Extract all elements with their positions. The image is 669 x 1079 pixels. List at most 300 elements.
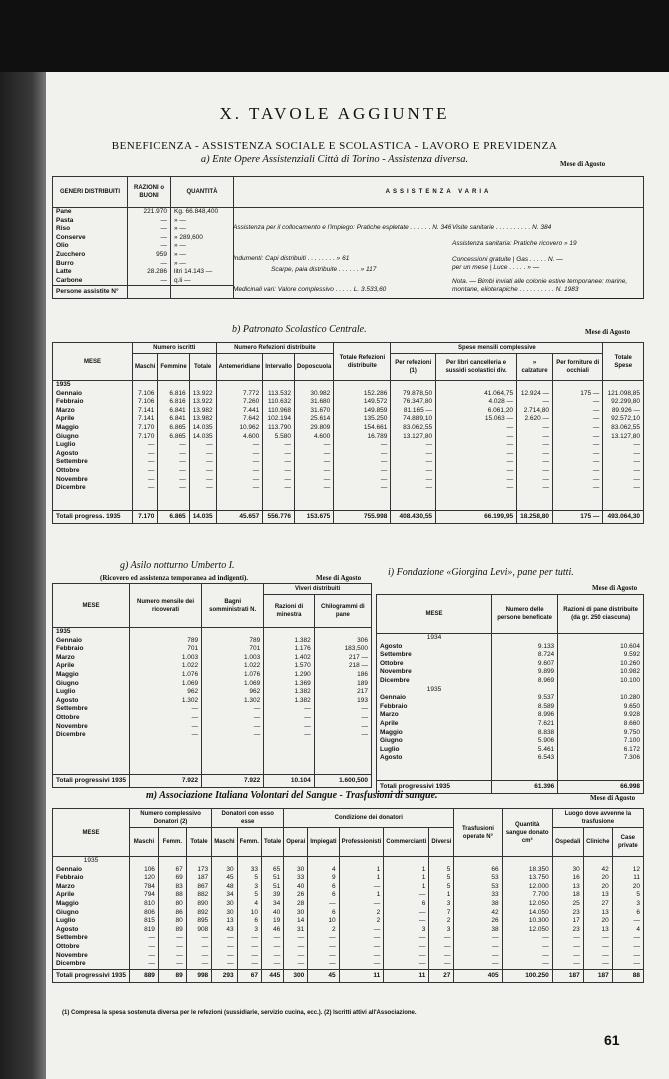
table-cell: —	[261, 960, 283, 969]
table-cell: —	[436, 433, 517, 442]
table-cell	[129, 757, 201, 766]
table-cell: —	[261, 943, 283, 952]
table-cell: 13.127,80	[391, 433, 436, 442]
table-cell: —	[189, 484, 216, 493]
month-note-g: Mese di Agosto	[316, 574, 362, 582]
row-label: Novembre	[53, 952, 130, 961]
table-cell: 40	[284, 883, 308, 892]
table-cell: 89	[158, 926, 186, 935]
table-cell: —	[264, 714, 315, 723]
table-cell: 2	[429, 917, 454, 926]
spacer-row	[53, 757, 372, 766]
table-cell	[429, 857, 454, 866]
table-cell	[517, 381, 553, 390]
table-row	[53, 476, 644, 485]
table-cell: 9.592	[558, 651, 644, 660]
table-cell: —	[314, 714, 371, 723]
col-group-header: Numero complessivo Donatori (2)	[129, 809, 211, 828]
table-cell: —	[517, 476, 553, 485]
table-cell	[264, 740, 315, 749]
table-cell: —	[384, 917, 429, 926]
table-cell: 959	[128, 251, 171, 260]
table-cell: —	[133, 467, 158, 476]
table-cell	[133, 381, 158, 390]
table-cell	[314, 740, 371, 749]
table-cell: —	[603, 484, 644, 493]
table-cell: —	[436, 424, 517, 433]
col-header: Antemeridiane	[216, 354, 263, 381]
total-cell: 11	[384, 969, 429, 982]
table-cell: 10	[308, 917, 339, 926]
table-cell	[216, 501, 263, 510]
table-cell: 895	[186, 917, 211, 926]
table-cell: 30	[552, 866, 583, 875]
row-label: Maggio	[53, 671, 130, 680]
table-cell: 1.069	[202, 680, 264, 689]
table-cell: 6	[612, 909, 643, 918]
table-cell	[603, 493, 644, 502]
total-cell: 10.104	[264, 775, 315, 788]
table-cell: 9.899	[492, 668, 558, 677]
spacer-row	[53, 493, 644, 502]
row-label: Novembre	[53, 476, 133, 485]
table-cell: —	[284, 943, 308, 952]
table-cell: —	[436, 476, 517, 485]
table-cell	[552, 857, 583, 866]
table-cell	[129, 766, 201, 775]
table-cell: 89.926 —	[603, 407, 644, 416]
table-cell: 28	[284, 900, 308, 909]
table-cell	[612, 857, 643, 866]
table-cell: —	[129, 952, 158, 961]
col-group-header: Donatori con esso esse	[212, 809, 284, 828]
section-subheader: a) Ente Opere Assistenziali Città di Torino - Assistenza diversa.	[200, 154, 469, 165]
table-cell: 810	[129, 900, 158, 909]
table-cell: —	[133, 484, 158, 493]
table-cell: 9.607	[492, 660, 558, 669]
table-cell: 4.600	[216, 433, 263, 442]
table-cell: —	[308, 934, 339, 943]
table-cell: —	[216, 484, 263, 493]
table-row	[377, 729, 644, 738]
table-cell: —	[603, 450, 644, 459]
table-cell: —	[334, 450, 391, 459]
table-cell: 701	[202, 645, 264, 654]
table-cell: —	[334, 476, 391, 485]
row-label: Burro	[53, 260, 128, 269]
table-cell	[202, 740, 264, 749]
table-row	[53, 952, 644, 961]
table-cell: —	[263, 476, 295, 485]
table-cell: —	[261, 952, 283, 961]
table-cell: 2	[339, 917, 384, 926]
table-cell: —	[517, 467, 553, 476]
table-cell: 7.170	[133, 433, 158, 442]
section-i-title: i) Fondazione «Giorgina Levi», pane per tutti.	[388, 567, 574, 578]
row-label: Ottobre	[53, 943, 130, 952]
table-cell: 5	[237, 891, 261, 900]
col-header: Femm.	[237, 828, 261, 857]
table-cell: 12	[612, 866, 643, 875]
row-label: Dicembre	[377, 677, 492, 686]
table-cell: —	[284, 960, 308, 969]
table-row	[53, 415, 644, 424]
total-cell: 7.922	[129, 775, 201, 788]
total-row	[53, 775, 372, 788]
table-row	[377, 754, 644, 763]
table-cell: 5.580	[263, 433, 295, 442]
table-cell: 12.000	[502, 883, 552, 892]
table-cell: —	[339, 943, 384, 952]
table-cell	[202, 748, 264, 757]
table-cell	[53, 493, 133, 502]
month-note-i: Mese di Agosto	[592, 584, 638, 592]
row-label: Settembre	[53, 458, 133, 467]
table-cell: 11	[612, 874, 643, 883]
table-cell: 80	[158, 917, 186, 926]
col-header: Numero mensile dei ricoverati	[129, 584, 201, 628]
table-cell: 86	[158, 909, 186, 918]
table-row	[53, 450, 644, 459]
row-label: Conserve	[53, 234, 128, 243]
table-cell: 175 —	[553, 390, 603, 399]
total-label: Totali progressivi 1935	[53, 775, 130, 788]
total-label: Totali progressivi 1935	[53, 969, 130, 982]
col-header: Diversi	[429, 828, 454, 857]
total-cell: 293	[212, 969, 237, 982]
table-row	[53, 917, 644, 926]
row-label: Agosto	[53, 450, 133, 459]
table-cell: 10.100	[558, 677, 644, 686]
table-row	[53, 484, 644, 493]
table-row	[377, 660, 644, 669]
table-cell	[583, 857, 612, 866]
table-cell	[314, 628, 371, 637]
table-cell: 23	[552, 926, 583, 935]
table-cell: 8.838	[492, 729, 558, 738]
table-cell: 13.922	[189, 390, 216, 399]
table-cell: —	[429, 934, 454, 943]
table-cell: —	[384, 934, 429, 943]
table-cell: 1.069	[129, 680, 201, 689]
table-asilo-notturno	[52, 583, 372, 788]
table-cell: 13.982	[189, 407, 216, 416]
table-cell: —	[553, 424, 603, 433]
table-cell	[339, 857, 384, 866]
table-cell: 306	[314, 637, 371, 646]
table-row	[53, 900, 644, 909]
table-row	[53, 424, 644, 433]
total-cell: 27	[429, 969, 454, 982]
table-cell: —	[334, 441, 391, 450]
table-cell: 1	[339, 866, 384, 875]
row-label: Gennaio	[377, 694, 492, 703]
table-cell: 13	[583, 891, 612, 900]
table-cell: q.li —	[171, 277, 234, 286]
total-row	[53, 510, 644, 523]
row-label: Settembre	[377, 651, 492, 660]
table-cell	[294, 381, 333, 390]
table-cell: 154.661	[334, 424, 391, 433]
table-cell: 9.928	[558, 711, 644, 720]
total-label: Totali progress. 1935	[53, 510, 133, 523]
col-header: MESE	[53, 809, 130, 857]
top-dark-border	[0, 0, 669, 72]
table-cell: 69	[158, 874, 186, 883]
table-cell: 76.347,80	[391, 398, 436, 407]
total-row	[53, 969, 644, 982]
table-cell: —	[129, 934, 158, 943]
section-header: BENEFICENZA - ASSISTENZA SOCIALE E SCOLASTICA - LAVORO E PREVIDENZA	[111, 140, 558, 152]
table-cell: —	[384, 909, 429, 918]
table-cell: 45	[212, 874, 237, 883]
section-m-title: m) Associazione Italiana Volontari del Sangue - Trasfusioni di sangue.	[146, 790, 438, 801]
table-cell: 701	[129, 645, 201, 654]
table-cell: 20	[583, 874, 612, 883]
table-cell: 6.543	[492, 754, 558, 763]
row-label: Febbraio	[53, 874, 130, 883]
table-cell: 1.302	[129, 697, 201, 706]
table-cell: —	[391, 476, 436, 485]
total-cell: 14.035	[189, 510, 216, 523]
table-cell	[264, 748, 315, 757]
table-cell: —	[552, 934, 583, 943]
table-cell: 1.570	[264, 662, 315, 671]
table-cell: —	[294, 484, 333, 493]
table-cell: 7.106	[133, 390, 158, 399]
table-cell: 7.642	[216, 415, 263, 424]
table-cell: —	[158, 943, 186, 952]
table-cell: —	[216, 441, 263, 450]
table-row	[53, 697, 372, 706]
col-header: Maschi	[129, 828, 158, 857]
table-cell: 3	[429, 926, 454, 935]
col-header: Femmine	[158, 354, 189, 381]
table-volontari-sangue	[52, 808, 644, 983]
table-row	[53, 433, 644, 442]
col-header: Bagni somministrati N.	[202, 584, 264, 628]
table-cell: 7.100	[558, 737, 644, 746]
total-cell: 66.199,95	[436, 510, 517, 523]
table-cell: 7.141	[133, 415, 158, 424]
col-header: MESE	[53, 584, 130, 628]
row-label: Gennaio	[53, 390, 133, 399]
table-cell: 1.076	[202, 671, 264, 680]
table-row	[53, 654, 372, 663]
table-cell	[212, 857, 237, 866]
table-cell: 8.589	[492, 703, 558, 712]
table-cell: —	[212, 934, 237, 943]
table-cell: 7.621	[492, 720, 558, 729]
table-cell: 8.660	[558, 720, 644, 729]
table-cell: 92.299,80	[603, 398, 644, 407]
total-cell: 6.865	[158, 510, 189, 523]
table-cell: 218 —	[314, 662, 371, 671]
assistenza-item: Concessioni gratuite | Gas . . . . . N. —	[452, 256, 563, 263]
table-row	[53, 731, 372, 740]
table-cell	[128, 286, 171, 299]
table-cell: 43	[212, 926, 237, 935]
row-label: Marzo	[377, 711, 492, 720]
col-header: Operai	[284, 828, 308, 857]
col-header: MESE	[377, 595, 492, 634]
table-cell: 33	[454, 891, 502, 900]
assistenza-varia-right	[452, 200, 642, 310]
table-cell: —	[517, 441, 553, 450]
col-header: Totale	[261, 828, 283, 857]
table-cell: —	[263, 467, 295, 476]
total-cell: 300	[284, 969, 308, 982]
year-row	[53, 381, 644, 390]
table-cell: 789	[202, 637, 264, 646]
table-row	[53, 943, 644, 952]
table-cell: 6.865	[158, 433, 189, 442]
table-cell	[294, 493, 333, 502]
table-cell: 34	[212, 891, 237, 900]
table-cell: 152.286	[334, 390, 391, 399]
table-cell: —	[384, 960, 429, 969]
table-cell: 1.402	[264, 654, 315, 663]
table-cell: 7.106	[133, 398, 158, 407]
table-cell: —	[454, 943, 502, 952]
table-cell	[314, 757, 371, 766]
month-note-b: Mese di Agosto	[585, 328, 631, 336]
table-cell: —	[284, 952, 308, 961]
table-cell	[53, 748, 130, 757]
table-row	[377, 746, 644, 755]
table-cell: 1	[429, 891, 454, 900]
table-cell: 12.050	[502, 900, 552, 909]
table-cell	[216, 493, 263, 502]
assistenza-item: Scarpe, paia distribuite . . . . . . » 117	[271, 266, 377, 273]
table-cell: —	[294, 441, 333, 450]
table-cell: —	[339, 960, 384, 969]
year-row	[377, 634, 644, 643]
table-cell: —	[133, 476, 158, 485]
table-cell: 31.670	[294, 407, 333, 416]
col-header: Totale	[186, 828, 211, 857]
table-cell: 217	[314, 688, 371, 697]
year-label: 1935	[53, 381, 133, 390]
table-row	[53, 662, 372, 671]
table-cell: —	[158, 484, 189, 493]
table-cell: 6	[237, 917, 261, 926]
table-cell: 6.841	[158, 415, 189, 424]
table-cell: —	[339, 934, 384, 943]
col-group-header: Numero iscritti	[133, 343, 217, 354]
table-cell: 13	[212, 917, 237, 926]
table-cell	[158, 857, 186, 866]
table-cell: 83.062,55	[603, 424, 644, 433]
table-cell: 1	[384, 883, 429, 892]
table-cell: —	[186, 943, 211, 952]
table-cell	[391, 501, 436, 510]
table-cell: 6	[308, 909, 339, 918]
table-cell	[517, 493, 553, 502]
table-cell	[436, 501, 517, 510]
row-label: Aprile	[53, 662, 130, 671]
table-cell: 10.962	[216, 424, 263, 433]
table-cell	[263, 493, 295, 502]
col-header: Per refezioni (1)	[391, 354, 436, 381]
table-row	[53, 874, 644, 883]
table-cell: —	[384, 943, 429, 952]
month-note-a: Mese di Agosto	[560, 160, 606, 168]
table-cell: 908	[186, 926, 211, 935]
table-cell: 10.280	[558, 694, 644, 703]
table-cell	[189, 493, 216, 502]
table-cell: —	[237, 934, 261, 943]
table-cell: 16	[552, 874, 583, 883]
table-cell: —	[284, 934, 308, 943]
row-label: Zucchero	[53, 251, 128, 260]
table-row	[53, 441, 644, 450]
table-cell: —	[314, 723, 371, 732]
table-cell: 3	[384, 926, 429, 935]
table-cell: litri 14.143 —	[171, 268, 234, 277]
row-label: Luglio	[53, 441, 133, 450]
row-label: Giugno	[53, 909, 130, 918]
table-cell: 2	[308, 926, 339, 935]
table-cell: —	[129, 723, 201, 732]
table-cell: 13.982	[189, 415, 216, 424]
table-cell: 4	[612, 926, 643, 935]
table-cell: —	[202, 714, 264, 723]
table-cell: 1.382	[264, 637, 315, 646]
table-row	[377, 677, 644, 686]
table-cell: —	[384, 952, 429, 961]
table-cell: —	[553, 450, 603, 459]
table-cell: —	[189, 441, 216, 450]
table-cell: 33	[284, 874, 308, 883]
table-row	[377, 668, 644, 677]
table-cell: 2.620 —	[517, 415, 553, 424]
table-cell: » —	[171, 260, 234, 269]
table-row	[377, 703, 644, 712]
col-header: Razioni di minestra	[264, 595, 315, 628]
table-cell: 6.865	[158, 424, 189, 433]
table-cell: —	[583, 934, 612, 943]
table-cell: 83	[158, 883, 186, 892]
col-header: Per forniture di occhiali	[553, 354, 603, 381]
table-cell: 1.369	[264, 680, 315, 689]
col-header: Chilogrammi di pane	[314, 595, 371, 628]
table-cell: —	[128, 234, 171, 243]
row-label: Luglio	[53, 917, 130, 926]
table-cell	[377, 772, 492, 781]
table-row	[377, 651, 644, 660]
table-cell: 217 —	[314, 654, 371, 663]
table-cell: —	[553, 407, 603, 416]
table-cell: 120	[129, 874, 158, 883]
footnote: (1) Compresa la spesa sostenuta diversa per le refezioni (sussidiarie, servizio cucina, ecc.). (2) Iscritti attivi all'Associazione.	[62, 1010, 417, 1016]
table-cell: —	[517, 433, 553, 442]
table-cell: 815	[129, 917, 158, 926]
table-cell: 13	[583, 926, 612, 935]
table-cell: 12.050	[502, 926, 552, 935]
spacer-row	[53, 501, 644, 510]
total-cell: 405	[454, 969, 502, 982]
table-cell: —	[517, 424, 553, 433]
table-cell: —	[263, 484, 295, 493]
table-cell: 5.906	[492, 737, 558, 746]
col-header: Totale	[189, 354, 216, 381]
spacer-row	[53, 748, 372, 757]
table-cell: —	[129, 960, 158, 969]
table-cell: —	[454, 952, 502, 961]
page-number: 61	[604, 1032, 620, 1048]
table-cell: —	[216, 467, 263, 476]
